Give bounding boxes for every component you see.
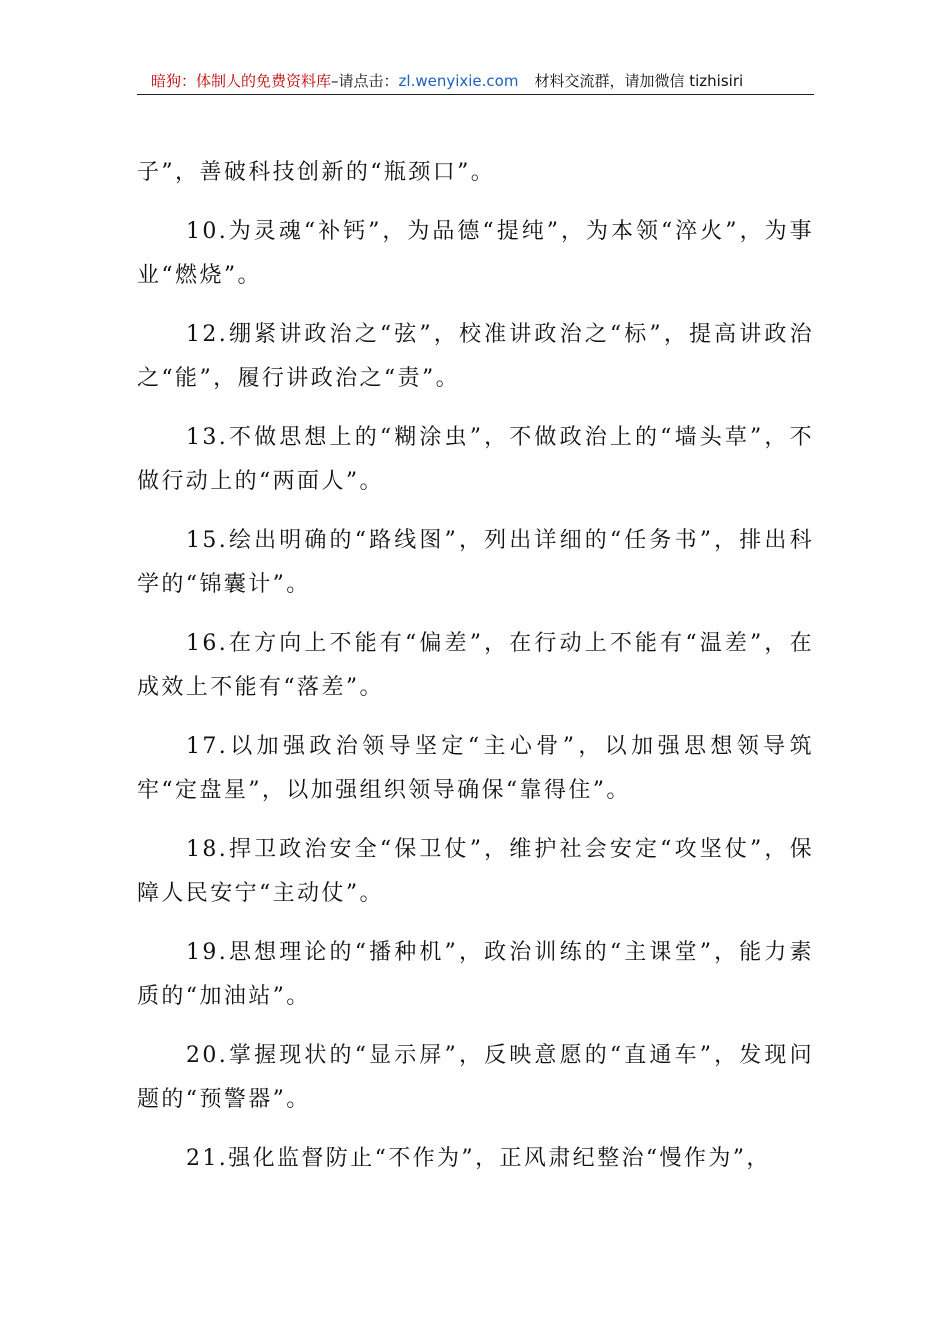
paragraph-item-13: 13.不做思想上的“糊涂虫”，不做政治上的“墙头草”，不做行动上的“两面人”。 [137,425,814,494]
paragraph-item-12: 12.绷紧讲政治之“弦”，校准讲政治之“标”，提高讲政治之“能”，履行讲政治之“责”。 [137,322,814,391]
paragraph-item-16: 16.在方向上不能有“偏差”，在行动上不能有“温差”，在成效上不能有“落差”。 [137,631,814,700]
paragraph-continuation: 子”，善破科技创新的“瓶颈口”。 [137,160,496,185]
paragraph-item-21: 21.强化监督防止“不作为”，正风肃纪整治“慢作为”， [186,1146,771,1171]
header-brand: 暗狗：体制人的免费资料库 [151,72,332,90]
paragraph-item-20: 20.掌握现状的“显示屏”，反映意愿的“直通车”，发现问题的“预警器”。 [137,1043,814,1112]
paragraph-item-17: 17.以加强政治领导坚定“主心骨”，以加强思想领导筑牢“定盘星”，以加强组织领导确保“靠得住”。 [137,734,814,803]
page-header [137,64,814,95]
paragraph-item-18: 18.捍卫政治安全“保卫仗”，维护社会安定“攻坚仗”，保障人民安宁“主动仗”。 [137,837,814,906]
header-contact: 材料交流群，请加微信 tizhisiri [534,72,744,90]
header-link[interactable]: zl.wenyixie.com [398,72,519,90]
document-body [137,151,814,1196]
paragraph-item-15: 15.绘出明确的“路线图”，列出详细的“任务书”，排出科学的“锦囊计”。 [137,528,814,597]
paragraph-item-10: 10.为灵魂“补钙”，为品德“提纯”，为本领“淬火”，为事业“燃烧”。 [137,219,814,288]
paragraph-item-19: 19.思想理论的“播种机”，政治训练的“主课堂”，能力素质的“加油站”。 [137,940,814,1009]
header-prompt: –请点击： [331,72,399,90]
header-line [151,70,743,91]
